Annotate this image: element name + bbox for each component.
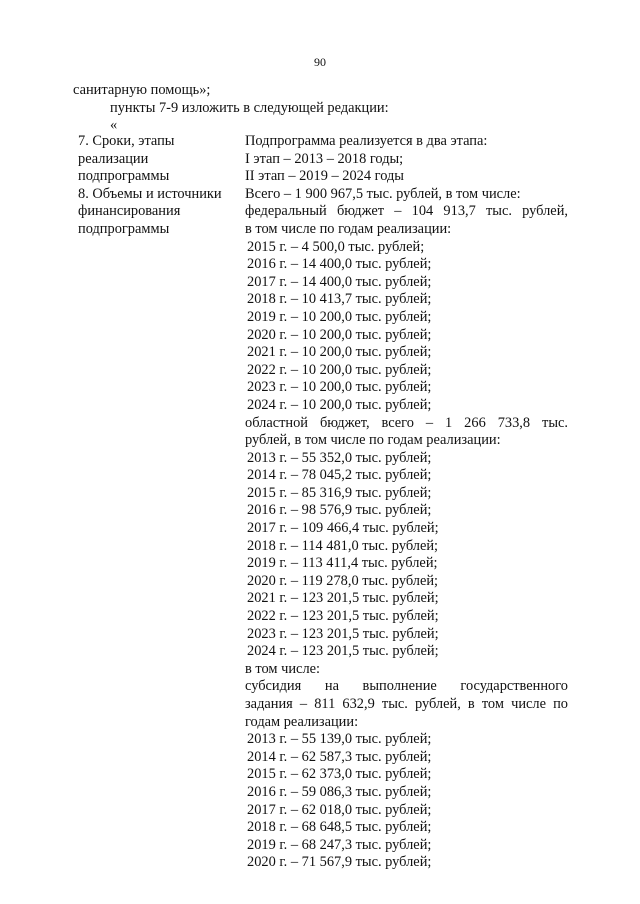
intro-line-1: санитарную помощь»; [73,82,211,98]
subsidy-year-item: 2014 г. – 62 587,3 тыс. рублей; [247,748,432,765]
row-7-content-line: Подпрограмма реализуется в два этапа: [245,133,488,149]
subsidy-year-item: 2016 г. – 59 086,3 тыс. рублей; [247,783,432,800]
subsidy-heading-end: годам реализации: [245,713,359,730]
row-8-content [245,186,568,872]
including-label: в том числе: [245,660,321,677]
regional-year-item: 2024 г. – 123 201,5 тыс. рублей; [247,643,439,660]
row-7-label [73,133,245,186]
row-7-label-line: 7. Сроки, этапы [78,133,175,149]
federal-budget-heading-cont: в том числе по годам реализации: [245,220,452,237]
page-number: 90 [314,55,326,69]
regional-year-item: 2023 г. – 123 201,5 тыс. рублей; [247,625,439,642]
subsidy-year-item: 2013 г. – 55 139,0 тыс. рублей; [247,731,432,748]
row-7-content-line: I этап – 2013 – 2018 годы; [245,150,404,167]
subsidy-year-item: 2018 г. – 68 648,5 тыс. рублей; [247,819,432,836]
intro-line-2: пункты 7-9 изложить в следующей редакции: [110,99,389,116]
row-8-label-line: финансирования [78,203,181,220]
federal-year-item: 2016 г. – 14 400,0 тыс. рублей; [247,256,432,273]
federal-years-list [245,239,568,415]
federal-year-item: 2023 г. – 10 200,0 тыс. рублей; [247,379,432,396]
federal-year-item: 2020 г. – 10 200,0 тыс. рублей; [247,326,432,343]
regional-budget-heading-cont: рублей, в том числе по годам реализации: [245,432,501,449]
regional-year-item: 2017 г. – 109 466,4 тыс. рублей; [247,520,439,537]
subsidy-years-list [245,731,568,872]
subsidy-year-item: 2020 г. – 71 567,9 тыс. рублей; [247,854,432,871]
subsidy-year-item: 2019 г. – 68 247,3 тыс. рублей; [247,836,432,853]
subsidy-heading: субсидия на выполнение государственного [245,678,568,695]
subsidy-year-item: 2015 г. – 62 373,0 тыс. рублей; [247,766,432,783]
federal-year-item: 2015 г. – 4 500,0 тыс. рублей; [247,238,425,255]
federal-budget-heading: федеральный бюджет – 104 913,7 тыс. рублей, [245,203,568,220]
row-7-terms [73,133,568,186]
regional-year-item: 2021 г. – 123 201,5 тыс. рублей; [247,590,439,607]
regional-year-item: 2014 г. – 78 045,2 тыс. рублей; [247,467,432,484]
federal-year-item: 2022 г. – 10 200,0 тыс. рублей; [247,361,432,378]
row-7-content-line: II этап – 2019 – 2024 годы [245,168,404,185]
row-7-label-line: подпрограммы [78,168,170,185]
federal-year-item: 2018 г. – 10 413,7 тыс. рублей; [247,291,432,308]
regional-year-item: 2019 г. – 113 411,4 тыс. рублей; [247,555,438,572]
regional-budget-heading: областной бюджет, всего – 1 266 733,8 тыс. [245,414,568,431]
federal-year-item: 2024 г. – 10 200,0 тыс. рублей; [247,396,432,413]
regional-year-item: 2016 г. – 98 576,9 тыс. рублей; [247,502,432,519]
subsidy-year-item: 2017 г. – 62 018,0 тыс. рублей; [247,801,432,818]
row-7-content [245,133,568,186]
subsidy-heading-cont: задания – 811 632,9 тыс. рублей, в том числе по [245,696,568,712]
federal-year-item: 2019 г. – 10 200,0 тыс. рублей; [247,308,432,325]
regional-year-item: 2015 г. – 85 316,9 тыс. рублей; [247,484,432,501]
regional-year-item: 2013 г. – 55 352,0 тыс. рублей; [247,449,432,466]
row-8-label-line: 8. Объемы и источники [78,185,222,202]
row-7-label-line: реализации [78,150,149,167]
federal-year-item: 2017 г. – 14 400,0 тыс. рублей; [247,273,432,290]
regional-year-item: 2020 г. – 119 278,0 тыс. рублей; [247,572,439,589]
intro-text [73,82,573,135]
row-8-label [73,186,245,872]
regional-year-item: 2022 г. – 123 201,5 тыс. рублей; [247,608,439,625]
row-8-label-line: подпрограммы [78,220,170,237]
row-8-funding [73,186,568,872]
regional-year-item: 2018 г. – 114 481,0 тыс. рублей; [247,537,439,554]
intro-quote-open: « [110,117,118,134]
regional-years-list [245,450,568,661]
federal-year-item: 2021 г. – 10 200,0 тыс. рублей; [247,344,432,361]
program-passport-table [73,133,568,872]
funding-total: Всего – 1 900 967,5 тыс. рублей, в том числе: [245,185,521,202]
